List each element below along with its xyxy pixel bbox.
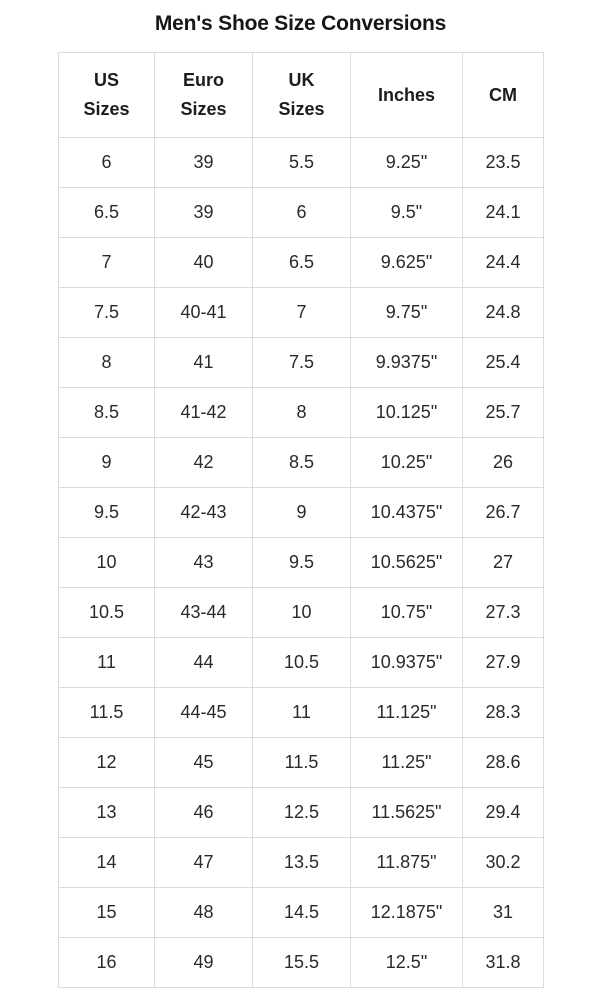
cell-euro-sizes: 43-44 [155, 588, 253, 638]
table-row [59, 838, 544, 888]
table-body [59, 138, 544, 988]
column-header-label: Sizes [278, 99, 325, 119]
cell-uk-sizes: 9.5 [253, 538, 351, 588]
cell-cm: 29.4 [463, 788, 544, 838]
cell-euro-sizes: 44-45 [155, 688, 253, 738]
table-row [59, 138, 544, 188]
cell-cm: 30.2 [463, 838, 544, 888]
table-row [59, 288, 544, 338]
column-header-euro-sizes [155, 53, 253, 138]
cell-us-sizes: 6.5 [59, 188, 155, 238]
cell-us-sizes: 8 [59, 338, 155, 388]
cell-uk-sizes: 10.5 [253, 638, 351, 688]
cell-uk-sizes: 10 [253, 588, 351, 638]
cell-us-sizes: 15 [59, 888, 155, 938]
table-row [59, 388, 544, 438]
cell-us-sizes: 10.5 [59, 588, 155, 638]
cell-us-sizes: 7 [59, 238, 155, 288]
table-row [59, 188, 544, 238]
table-row [59, 238, 544, 288]
column-header-uk-sizes [253, 53, 351, 138]
table-row [59, 938, 544, 988]
table-header [59, 53, 544, 138]
size-conversion-table [58, 52, 544, 988]
cell-uk-sizes: 11 [253, 688, 351, 738]
cell-euro-sizes: 42 [155, 438, 253, 488]
table-row [59, 588, 544, 638]
column-header-cm [463, 53, 544, 138]
table-row [59, 688, 544, 738]
cell-uk-sizes: 5.5 [253, 138, 351, 188]
cell-inches: 11.5625" [351, 788, 463, 838]
table-row [59, 638, 544, 688]
cell-cm: 25.4 [463, 338, 544, 388]
table-row [59, 438, 544, 488]
column-header-label: UK [288, 70, 315, 90]
cell-uk-sizes: 14.5 [253, 888, 351, 938]
table-row [59, 888, 544, 938]
cell-inches: 10.5625" [351, 538, 463, 588]
cell-us-sizes: 8.5 [59, 388, 155, 438]
cell-cm: 27.3 [463, 588, 544, 638]
cell-inches: 12.5" [351, 938, 463, 988]
cell-us-sizes: 9.5 [59, 488, 155, 538]
cell-inches: 12.1875" [351, 888, 463, 938]
cell-euro-sizes: 41-42 [155, 388, 253, 438]
cell-inches: 9.5" [351, 188, 463, 238]
cell-euro-sizes: 41 [155, 338, 253, 388]
cell-euro-sizes: 46 [155, 788, 253, 838]
cell-us-sizes: 7.5 [59, 288, 155, 338]
cell-inches: 11.125" [351, 688, 463, 738]
cell-inches: 9.625" [351, 238, 463, 288]
cell-cm: 24.4 [463, 238, 544, 288]
cell-inches: 11.25" [351, 738, 463, 788]
header-row [59, 53, 544, 138]
cell-euro-sizes: 39 [155, 138, 253, 188]
cell-uk-sizes: 7.5 [253, 338, 351, 388]
cell-euro-sizes: 40-41 [155, 288, 253, 338]
cell-cm: 31 [463, 888, 544, 938]
cell-cm: 24.8 [463, 288, 544, 338]
column-header-label: Euro [182, 70, 224, 90]
cell-euro-sizes: 49 [155, 938, 253, 988]
cell-uk-sizes: 6.5 [253, 238, 351, 288]
column-header-label: CM [489, 84, 517, 105]
cell-us-sizes: 6 [59, 138, 155, 188]
column-header-label: Sizes [83, 99, 130, 119]
column-header-label: Sizes [180, 99, 227, 119]
table-row [59, 538, 544, 588]
cell-cm: 28.6 [463, 738, 544, 788]
cell-uk-sizes: 8.5 [253, 438, 351, 488]
column-header-label: US [93, 70, 119, 90]
cell-uk-sizes: 15.5 [253, 938, 351, 988]
cell-us-sizes: 11 [59, 638, 155, 688]
cell-cm: 23.5 [463, 138, 544, 188]
cell-inches: 10.4375" [351, 488, 463, 538]
cell-inches: 9.75" [351, 288, 463, 338]
cell-inches: 10.125" [351, 388, 463, 438]
cell-us-sizes: 9 [59, 438, 155, 488]
cell-euro-sizes: 45 [155, 738, 253, 788]
cell-euro-sizes: 44 [155, 638, 253, 688]
cell-uk-sizes: 12.5 [253, 788, 351, 838]
cell-cm: 25.7 [463, 388, 544, 438]
cell-uk-sizes: 13.5 [253, 838, 351, 888]
cell-euro-sizes: 47 [155, 838, 253, 888]
table-row [59, 488, 544, 538]
cell-us-sizes: 10 [59, 538, 155, 588]
table-row [59, 338, 544, 388]
page-title: Men's Shoe Size Conversions [154, 12, 447, 35]
cell-euro-sizes: 40 [155, 238, 253, 288]
cell-uk-sizes: 6 [253, 188, 351, 238]
cell-uk-sizes: 8 [253, 388, 351, 438]
cell-us-sizes: 16 [59, 938, 155, 988]
table-row [59, 788, 544, 838]
column-header-label: Inches [377, 84, 436, 105]
cell-euro-sizes: 42-43 [155, 488, 253, 538]
cell-cm: 27 [463, 538, 544, 588]
column-header-us-sizes [59, 53, 155, 138]
cell-us-sizes: 11.5 [59, 688, 155, 738]
cell-inches: 10.9375" [351, 638, 463, 688]
cell-euro-sizes: 48 [155, 888, 253, 938]
column-header-inches [351, 53, 463, 138]
cell-inches: 10.75" [351, 588, 463, 638]
table-row [59, 738, 544, 788]
cell-us-sizes: 14 [59, 838, 155, 888]
cell-cm: 26 [463, 438, 544, 488]
cell-inches: 9.25" [351, 138, 463, 188]
cell-uk-sizes: 9 [253, 488, 351, 538]
cell-inches: 9.9375" [351, 338, 463, 388]
cell-cm: 28.3 [463, 688, 544, 738]
cell-us-sizes: 12 [59, 738, 155, 788]
cell-inches: 10.25" [351, 438, 463, 488]
cell-cm: 24.1 [463, 188, 544, 238]
cell-cm: 26.7 [463, 488, 544, 538]
cell-cm: 27.9 [463, 638, 544, 688]
cell-us-sizes: 13 [59, 788, 155, 838]
cell-euro-sizes: 43 [155, 538, 253, 588]
cell-cm: 31.8 [463, 938, 544, 988]
cell-uk-sizes: 11.5 [253, 738, 351, 788]
cell-euro-sizes: 39 [155, 188, 253, 238]
cell-uk-sizes: 7 [253, 288, 351, 338]
cell-inches: 11.875" [351, 838, 463, 888]
